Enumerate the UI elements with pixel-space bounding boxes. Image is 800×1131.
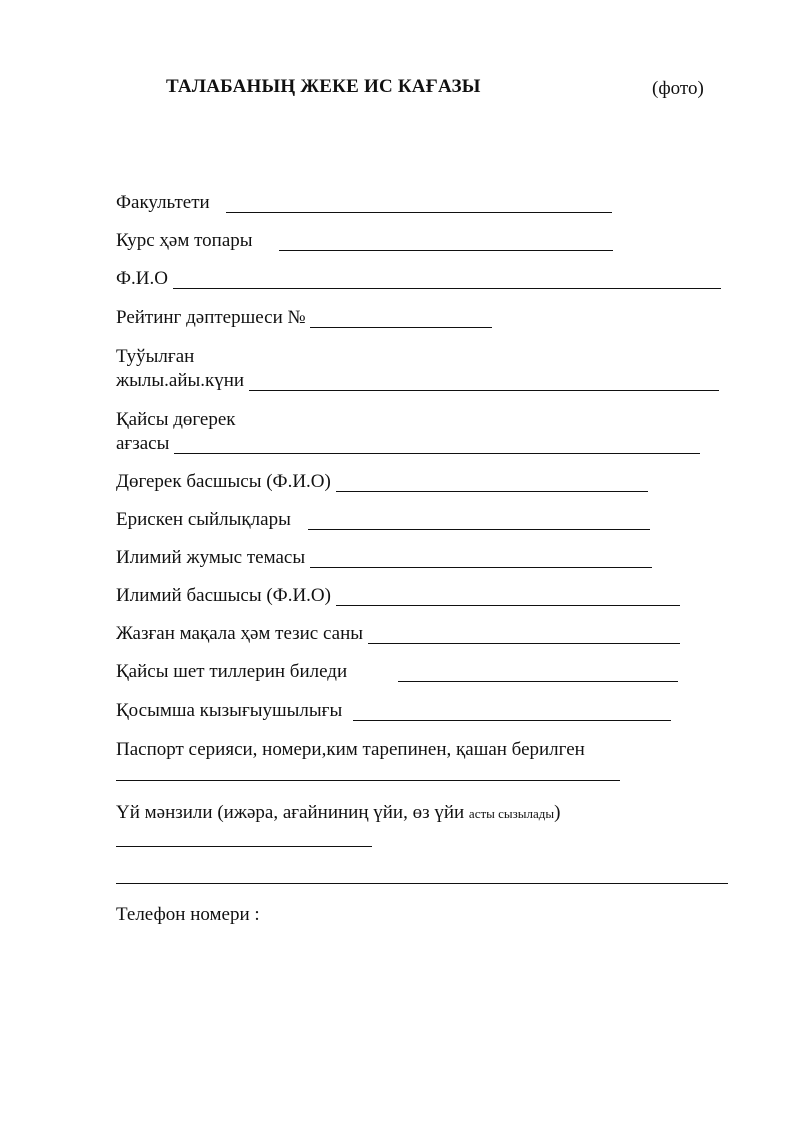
articles-row	[116, 622, 680, 646]
research-supervisor-field[interactable]	[336, 586, 680, 606]
birth-row	[116, 369, 719, 393]
fio-label: Ф.И.О	[116, 268, 168, 289]
awards-row	[116, 508, 650, 532]
address-field-1[interactable]	[116, 846, 372, 847]
birth-label: жылы.айы.күни	[116, 370, 245, 391]
articles-label: Жазған мақала ҳәм тезис саны	[116, 623, 364, 644]
extra-interests-field[interactable]	[353, 701, 671, 721]
birth-label-line1: Туўылған	[116, 346, 195, 367]
address-label-close: )	[554, 802, 561, 823]
research-supervisor-label: Илимий басшысы (Ф.И.О)	[116, 585, 331, 606]
phone-label: Телефон номери :	[116, 904, 260, 925]
circle-head-label: Дөгерек басшысы (Ф.И.О)	[116, 471, 331, 492]
address-label-note: асты сызылады	[468, 806, 555, 821]
address-label-main: Үй мәнзили (ижәра, ағайниниң үйи, өз үйи	[116, 802, 465, 823]
circle-head-field[interactable]	[336, 472, 648, 492]
circle-label: ағзасы	[116, 433, 170, 454]
passport-label: Паспорт серияси, номери,ким тарепинен, қашан берилген	[116, 739, 585, 760]
course-group-field[interactable]	[279, 231, 613, 251]
research-topic-label: Илимий жумыс темасы	[116, 547, 306, 568]
document-title: ТАЛАБАНЫҢ ЖЕКЕ ИС КАҒАЗЫ	[166, 76, 481, 97]
fio-row	[116, 267, 721, 291]
faculty-row	[116, 191, 612, 215]
articles-field[interactable]	[368, 624, 680, 644]
passport-field[interactable]	[116, 780, 620, 781]
research-topic-field[interactable]	[310, 548, 652, 568]
extra-interests-row	[116, 699, 671, 723]
birth-field[interactable]	[249, 371, 719, 391]
awards-field[interactable]	[308, 510, 650, 530]
languages-field[interactable]	[398, 662, 678, 682]
circle-field[interactable]	[174, 434, 700, 454]
rating-book-label: Рейтинг дәптершеси №	[116, 307, 306, 328]
rating-book-field[interactable]	[310, 308, 492, 328]
awards-label: Ерискен сыйлықлары	[116, 509, 291, 530]
circle-head-row	[116, 470, 648, 494]
faculty-field[interactable]	[226, 193, 612, 213]
research-supervisor-row	[116, 584, 680, 608]
languages-row	[116, 660, 678, 684]
course-group-label: Курс ҳәм топары	[116, 230, 253, 251]
rating-book-row	[116, 306, 492, 330]
circle-row	[116, 432, 700, 456]
research-topic-row	[116, 546, 652, 570]
faculty-label: Факультети	[116, 192, 210, 213]
photo-placeholder: (фото)	[652, 78, 704, 99]
address-field-2[interactable]	[116, 883, 728, 884]
course-group-row	[116, 229, 613, 253]
extra-interests-label: Қосымша кызығыушылығы	[116, 700, 343, 721]
circle-label-line1: Қайсы дөгерек	[116, 409, 236, 430]
languages-label: Қайсы шет тиллерин биледи	[116, 661, 348, 682]
fio-field[interactable]	[173, 269, 721, 289]
address-label	[116, 800, 560, 826]
